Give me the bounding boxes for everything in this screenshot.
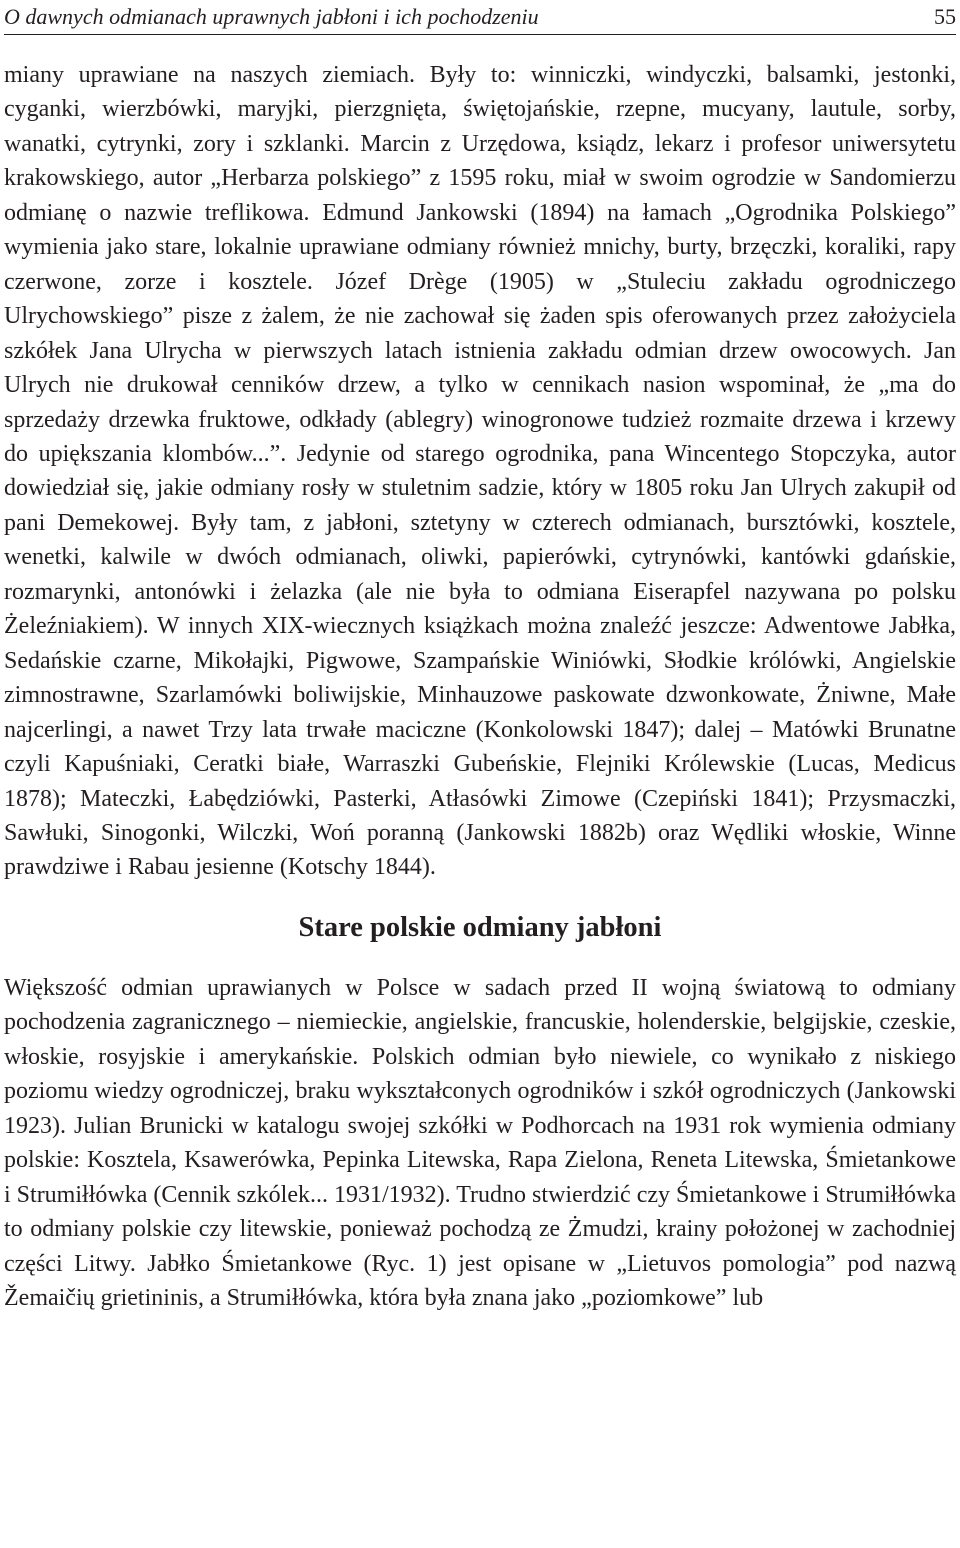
body-paragraph-2: Większość odmian uprawianych w Polsce w sadach przed II wojną światową to odmiany pochodzenia zagranicznego – niemieckie, angielskie, francuskie, holenderskie, belgijskie, czeskie, włoskie, rosyjskie i amerykańskie. Polskich odmian było niewiele, co wynikało z niskiego poziomu wiedzy ogrodniczej, braku wykształconych ogrodników i szkół ogrodniczych (Jankowski 1923). Julian Brunicki w katalogu swojej szkółki w Podhorcach na 1931 rok wymienia odmiany polskie: Kosztela, Ksawerówka, Pepinka Litewska, Rapa Zielona, Reneta Litewska, Śmietankowe i Strumiłłówka (Cennik szkólek... 1931/1932). Trudno stwierdzić czy Śmietankowe i Strumiłłówka to odmiany polskie czy litewskie, ponieważ pochodzą ze Żmudzi, krainy położonej w zachodniej części Litwy. Jabłko Śmietankowe (Ryc. 1) jest opisane w „Lietuvos pomologia” pod nazwą Žemaičių grietininis, a Strumiłłówka, która była znana jako „poziomkowe” lub	[4, 974, 956, 1311]
body-paragraph-1: miany uprawiane na naszych ziemiach. Były to: winniczki, windyczki, balsamki, jestonki, cyganki, wierzbówki, maryjki, pierzgnięta, świętojańskie, rzepne, mucyany, lautule, sorby, wanatki, cytrynki, zory i szklanki. Marcin z Urzędowa, ksiądz, lekarz i profesor uniwersytetu krakowskiego, autor „Herbarza polskiego” z 1595 roku, miał w swoim ogrodzie w Sandomierzu odmianę o nazwie treflikowa. Edmund Jankowski (1894) na łamach „Ogrodnika Polskiego” wymienia jako stare, lokalnie uprawiane odmiany również mnichy, burty, brzęczki, koraliki, rapy czerwone, zorze i kosztele. Józef Drège (1905) w „Stuleciu zakładu ogrodniczego Ulrychowskiego” pisze z żalem, że nie zachował się żaden spis oferowanych przez założyciela szkółek Jana Ulrycha w pierwszych latach istnienia zakładu odmian drzew owocowych. Jan Ulrych nie drukował cenników drzew, a tylko w cennikach nasion wspominał, że „ma do sprzedaży drzewka fruktowe, odkłady (ablegry) winogronowe tudzież rozmaite drzewa i krzewy do upiększania klombów...”. Jedynie od starego ogrodnika, pana Wincentego Stopczyka, autor dowiedział się, jakie odmiany rosły w stuletnim sadzie, który w 1805 roku Jan Ulrych zakupił od pani Demekowej. Były tam, z jabłoni, sztetyny w czterech odmianach, bursztówki, kosztele, wenetki, kalwile w dwóch odmianach, oliwki, papierówki, cytrynówki, kantówki gdańskie, rozmarynki, antonówki i żelazka (ale nie była to odmiana Eiserapfel nazywana po polsku Żeleźniakiem). W innych XIX-wiecznych książkach można znaleźć jeszcze: Adwentowe Jabłka, Sedańskie czarne, Mikołajki, Pigwowe, Szampańskie Winiówki, Słodkie królówki, Angielskie zimnostrawne, Szarlamówki boliwijskie, Minhauzowe paskowate dzwonkowate, Żniwne, Małe najcerlingi, a nawet Trzy lata trwałe maciczne (Konkolowski 1847); dalej – Matówki Brunatne czyli Kapuśniaki, Ceratki białe, Warraszki Gubeńskie, Flejniki Królewskie (Lucas, Medicus 1878); Mateczki, Łabędziówki, Pasterki, Atłasówki Zimowe (Czepiński 1841); Przysmaczki, Sawłuki, Sinogonki, Wilczki, Woń poranną (Jankowski 1882b) oraz Wędliki włoskie, Winne prawdziwe i Rabau jesienne (Kotschy 1844).	[4, 62, 956, 881]
page-body	[4, 58, 956, 1315]
running-head	[4, 2, 956, 35]
running-head-title: O dawnych odmianach uprawnych jabłoni i ich pochodzeniu	[4, 4, 539, 29]
page-number: 55	[934, 4, 956, 29]
section-heading: Stare polskie odmiany jabłoni	[298, 911, 662, 943]
